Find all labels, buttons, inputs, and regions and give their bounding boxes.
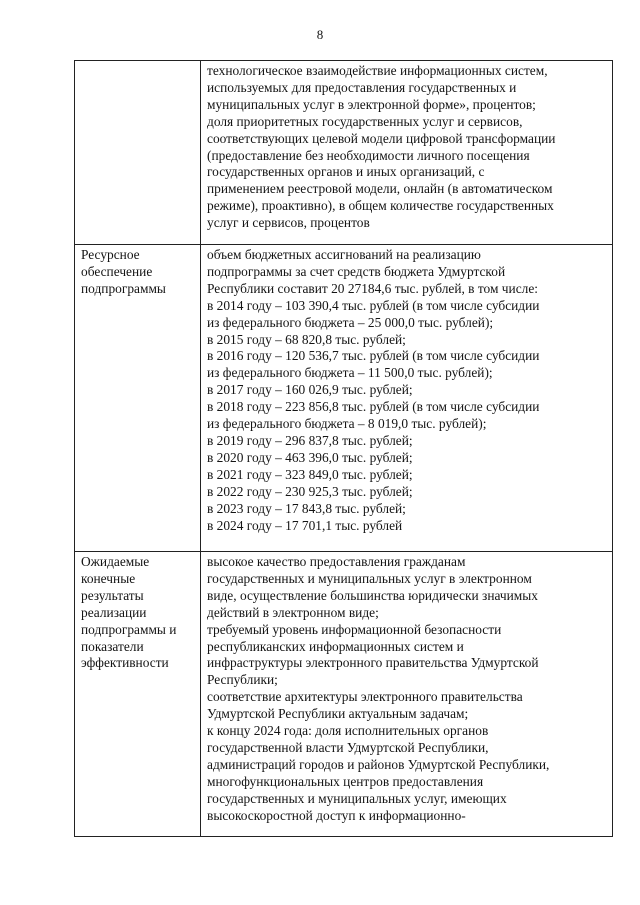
text-line: инфраструктуры электронного правительства Удмуртской xyxy=(207,655,539,671)
text-line: режиме), проактивно), в общем количестве государственных xyxy=(207,198,554,214)
text-line: из федерального бюджета – 8 019,0 тыс. рублей); xyxy=(207,416,487,432)
text-line: требуемый уровень информационной безопасности xyxy=(207,621,502,637)
table-row xyxy=(75,61,613,245)
text-line: (предоставление без необходимости личного посещения xyxy=(207,147,530,163)
row-label: Ресурсное обеспечение подпрограммы xyxy=(75,245,201,552)
row-content xyxy=(201,552,613,837)
text-line: в 2017 году – 160 026,9 тыс. рублей; xyxy=(207,382,413,398)
text-line: в 2023 году – 17 843,8 тыс. рублей; xyxy=(207,500,406,516)
text-line: Республики; xyxy=(207,672,278,688)
row-label: Ожидаемые конечные результаты реализации подпрограммы и показатели эффективности xyxy=(75,552,201,837)
text-line: государственной власти Удмуртской Республики, xyxy=(207,739,489,755)
text-line: в 2021 году – 323 849,0 тыс. рублей; xyxy=(207,466,413,482)
row-content xyxy=(201,245,613,552)
table-row xyxy=(75,552,613,837)
text-line: услуг и сервисов, процентов xyxy=(207,215,370,231)
text-line: из федерального бюджета – 11 500,0 тыс. рублей); xyxy=(207,365,493,381)
text-line: подпрограммы за счет средств бюджета Удмуртской xyxy=(207,263,506,279)
text-line: технологическое взаимодействие информационных систем, xyxy=(207,63,548,78)
text-line: республиканских информационных систем и xyxy=(207,638,464,654)
page-number: 8 xyxy=(316,27,324,42)
text-line: используемых для предоставления государственных и xyxy=(207,79,517,95)
text-line: государственных органов и иных организаций, с xyxy=(207,164,485,180)
text-line: государственных и муниципальных услуг, имеющих xyxy=(207,790,507,806)
text-line: Удмуртской Республики актуальным задачам; xyxy=(207,706,469,722)
row-label xyxy=(75,61,201,245)
text-line: Республики составит 20 27184,6 тыс. рублей, в том числе: xyxy=(207,280,538,296)
text-line: в 2019 году – 296 837,8 тыс. рублей; xyxy=(207,432,413,448)
text-line: в 2020 году – 463 396,0 тыс. рублей; xyxy=(207,449,413,465)
text-line: объем бюджетных ассигнований на реализацию xyxy=(207,247,481,262)
table-row xyxy=(75,245,613,552)
text-line: в 2015 году – 68 820,8 тыс. рублей; xyxy=(207,331,406,347)
row-content xyxy=(201,61,613,245)
text-line: в 2014 году – 103 390,4 тыс. рублей (в том числе субсидии xyxy=(207,297,540,313)
text-line: к концу 2024 года: доля исполнительных органов xyxy=(207,723,489,739)
text-line: администраций городов и районов Удмуртской Республики, xyxy=(207,756,550,772)
passport-table xyxy=(74,60,613,837)
text-line: муниципальных услуг в электронной форме», процентов; xyxy=(207,96,536,112)
text-line: применением реестровой модели, онлайн (в автоматическом xyxy=(207,181,553,197)
text-line: высокое качество предоставления гражданам xyxy=(207,554,466,569)
text-line: многофункциональных центров предоставления xyxy=(207,773,484,789)
text-line: действий в электронном виде; xyxy=(207,604,379,620)
text-line: в 2022 году – 230 925,3 тыс. рублей; xyxy=(207,483,413,499)
text-line: в 2018 году – 223 856,8 тыс. рублей (в том числе субсидии xyxy=(207,399,540,415)
text-line: государственных и муниципальных услуг в электронном xyxy=(207,570,532,586)
text-line: из федерального бюджета – 25 000,0 тыс. рублей); xyxy=(207,314,494,330)
text-line: виде, осуществление большинства юридически значимых xyxy=(207,587,538,603)
text-line: соответствующих целевой модели цифровой трансформации xyxy=(207,130,556,146)
text-line: в 2024 году – 17 701,1 тыс. рублей xyxy=(207,517,403,533)
text-line: высокоскоростной доступ к информационно- xyxy=(207,807,466,823)
text-line: доля приоритетных государственных услуг и сервисов, xyxy=(207,113,523,129)
text-line: в 2016 году – 120 536,7 тыс. рублей (в том числе субсидии xyxy=(207,348,540,364)
text-line: соответствие архитектуры электронного правительства xyxy=(207,689,523,705)
